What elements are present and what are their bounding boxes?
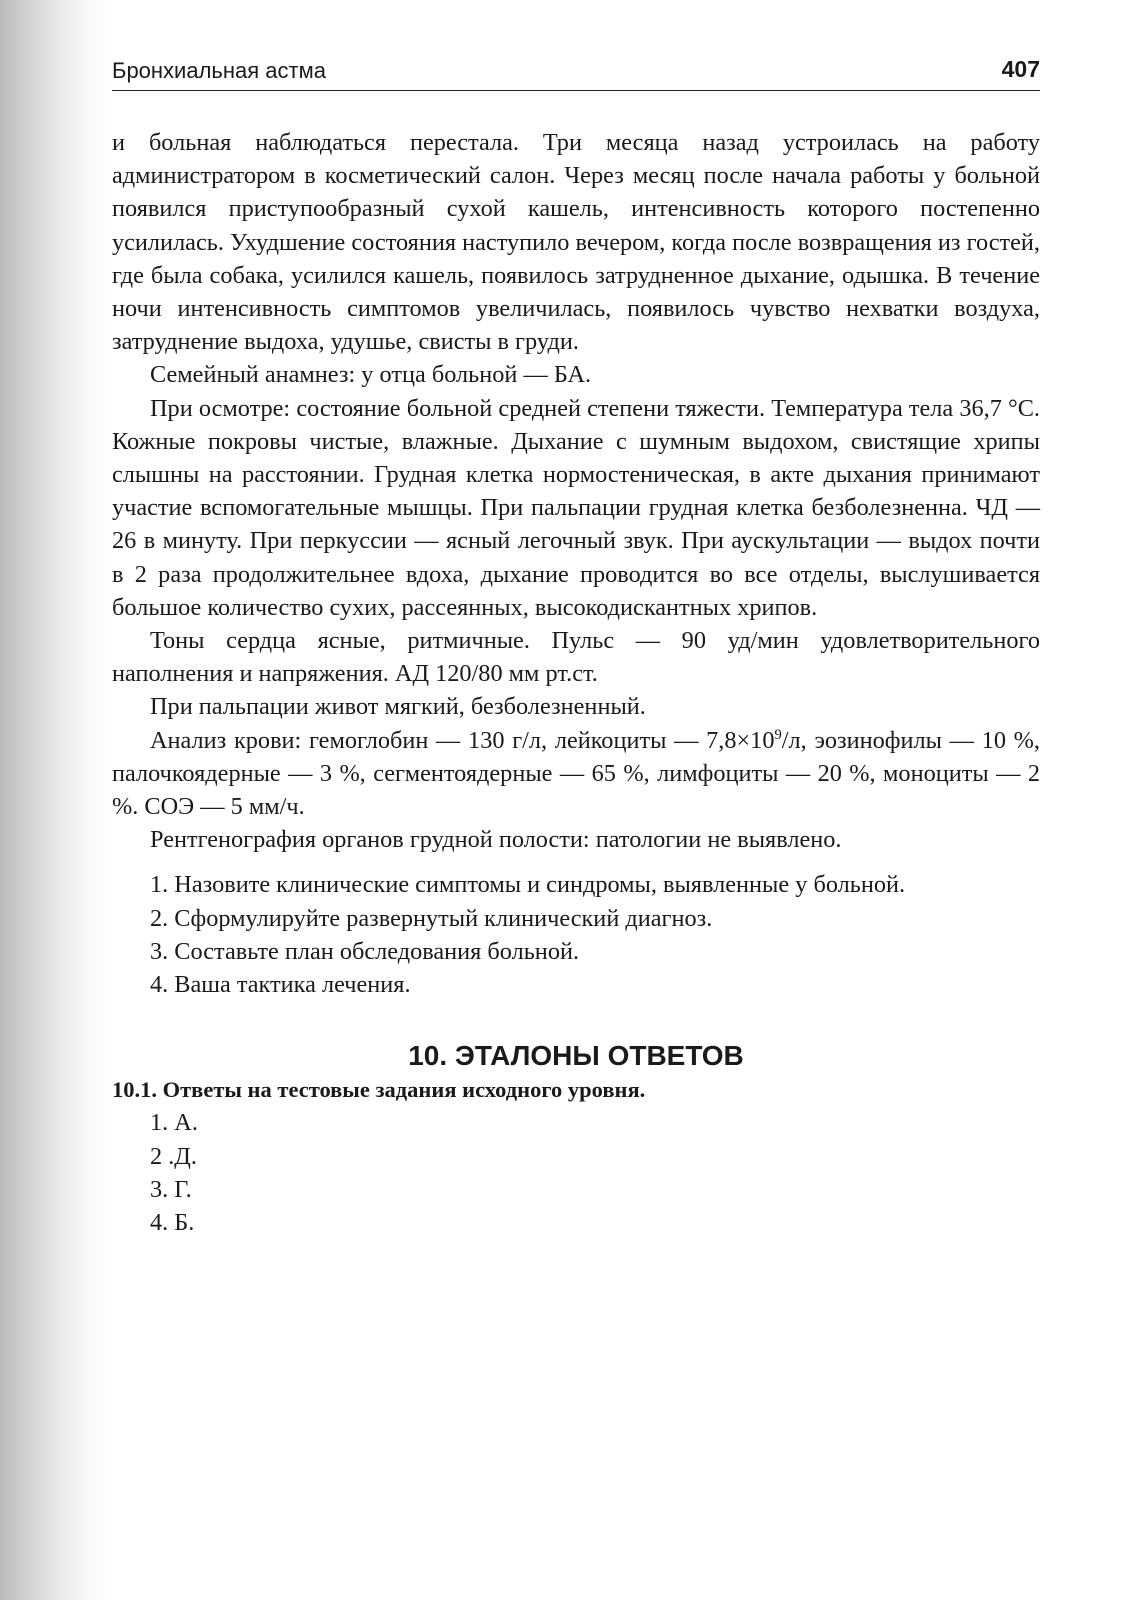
- running-header: [112, 54, 1040, 91]
- paragraph-heart: Тоны сердца ясные, ритмичные. Пульс — 90 уд/мин удовлетворительного наполнения и напряжения. АД 120/80 мм рт.ст.: [112, 627, 1040, 688]
- paragraph-abdomen: При пальпации живот мягкий, безболезненный.: [150, 693, 646, 721]
- blood-analysis-text: Анализ крови: гемоглобин — 130 г/л, лейкоциты — 7,8×10: [150, 726, 775, 754]
- page-number: 407: [1001, 56, 1040, 82]
- paragraph-examination: При осмотре: состояние больной средней степени тяжести. Температура тела 36,7 °С. Кожные покровы чистые, влажные. Дыхание с шумным выдохом, свистящие хрипы слышны на расстоянии. Грудная клетка нормостеническая, в акте дыхания принимают участие вспомогательные мышцы. При пальпации грудная клетка безболезненна. ЧД — 26 в минуту. При перкуссии — ясный легочный звук. При аускультации — выдох почти в 2 раза продолжительнее вдоха, дыхание проводится во все отделы, выслушивается большое количество сухих, рассеянных, высокодискантных хрипов.: [112, 394, 1040, 621]
- question-item: 4. Ваша тактика лечения.: [150, 971, 411, 999]
- superscript: 9: [774, 726, 782, 743]
- book-page: [112, 0, 1040, 1600]
- book-spine-shadow: [0, 0, 110, 1600]
- header-title: Бронхиальная астма: [112, 58, 326, 83]
- page-body: [112, 126, 1040, 1239]
- paragraph-xray: Рентгенография органов грудной полости: патологии не выявлено.: [150, 826, 842, 854]
- questions-list: [112, 868, 1040, 1001]
- answers-list: [112, 1106, 1040, 1239]
- answer-item: 4. Б.: [150, 1209, 195, 1237]
- question-item: 3. Составьте план обследования больной.: [150, 937, 580, 965]
- paragraph-family-history: Семейный анамнез: у отца больной — БА.: [150, 361, 592, 389]
- subsection-heading: 10.1. Ответы на тестовые задания исходного уровня.: [112, 1077, 646, 1103]
- paragraph-blood-analysis: [112, 724, 1040, 824]
- question-item: 1. Назовите клинические симптомы и синдромы, выявленные у больной.: [150, 871, 906, 899]
- answer-item: 2 .Д.: [150, 1142, 197, 1170]
- question-item: 2. Сформулируйте развернутый клинический диагноз.: [150, 904, 713, 932]
- answer-item: 1. А.: [150, 1109, 198, 1137]
- blood-analysis-text-cont: /л, эозинофилы — 10 %, палочкоядерные — 3 %, сегментоядерные — 65 %, лимфоциты — 20 %, моноциты — 2 %. СОЭ — 5 мм/ч.: [112, 726, 1040, 821]
- paragraph-history: и больная наблюдаться перестала. Три месяца назад устроилась на работу администратором в косметический салон. Через месяц после начала работы у больной появился приступообразный сухой кашель, интенсивность которого постепенно усилилась. Ухудшение состояния наступило вечером, когда после возвращения из гостей, где была собака, усилился кашель, появилось затрудненное дыхание, одышка. В течение ночи интенсивность симптомов увеличилась, появилось чувство нехватки воздуха, затруднение выдоха, удушье, свисты в груди.: [112, 129, 1040, 356]
- section-heading: 10. ЭТАЛОНЫ ОТВЕТОВ: [408, 1040, 744, 1072]
- answer-item: 3. Г.: [150, 1175, 192, 1203]
